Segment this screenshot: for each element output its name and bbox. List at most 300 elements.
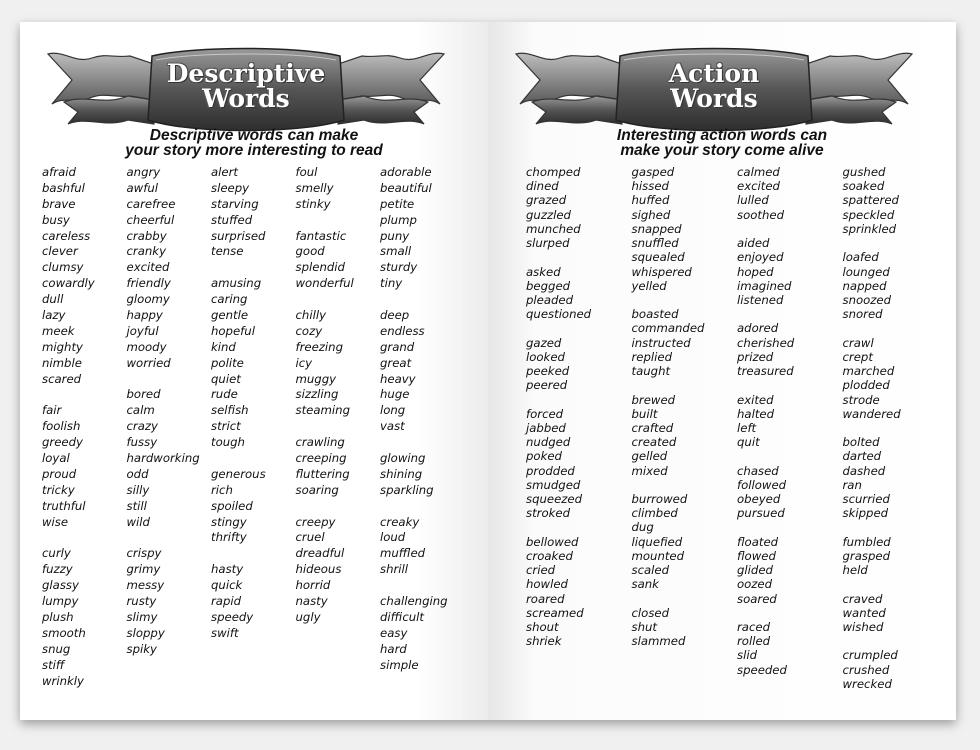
word-item: burrowed xyxy=(631,492,688,507)
word-item: speeded xyxy=(737,662,787,677)
word-item: excited xyxy=(126,260,170,275)
descriptive-column-1 xyxy=(42,165,127,689)
word-item: snoozed xyxy=(842,292,892,307)
word-item: snuffled xyxy=(631,236,679,251)
word-item: closed xyxy=(631,605,670,620)
word-item: joyful xyxy=(126,323,159,338)
word-item: simple xyxy=(380,657,419,672)
word-gap xyxy=(127,372,212,388)
word-item: halted xyxy=(737,406,775,421)
word-item: created xyxy=(631,435,677,450)
word-item: hard xyxy=(380,641,407,656)
word-item: endless xyxy=(380,323,425,338)
word-item: snug xyxy=(42,641,71,656)
descriptive-word-columns xyxy=(42,165,472,689)
word-item: looked xyxy=(526,349,565,364)
word-item: quiet xyxy=(211,371,241,386)
word-item: muggy xyxy=(295,371,337,386)
word-item: chased xyxy=(737,463,779,478)
word-item: gentle xyxy=(211,308,249,323)
word-item: chilly xyxy=(295,308,326,323)
word-item: greedy xyxy=(42,435,83,450)
action-word-columns xyxy=(526,165,956,691)
word-item: crept xyxy=(842,349,873,364)
word-gap xyxy=(211,546,296,562)
word-item: held xyxy=(842,563,868,578)
word-item: forced xyxy=(526,406,564,421)
word-item: howled xyxy=(526,577,568,592)
word-item: mounted xyxy=(631,548,685,563)
word-item: scared xyxy=(42,371,82,386)
word-gap xyxy=(526,393,632,407)
word-item: awful xyxy=(126,180,158,195)
action-subtitle-line1: Interesting action words can xyxy=(616,127,828,144)
word-item: shining xyxy=(380,466,423,481)
word-item: crazy xyxy=(126,419,158,434)
word-item: lazy xyxy=(42,308,66,323)
word-item: sparkling xyxy=(380,482,434,497)
word-item: brave xyxy=(42,196,76,211)
word-item: stiff xyxy=(42,657,65,672)
word-item: oozed xyxy=(737,577,773,592)
word-item: bolted xyxy=(842,435,880,450)
word-gap xyxy=(526,321,632,335)
word-gap xyxy=(211,451,296,467)
word-item: lumpy xyxy=(42,594,79,609)
word-gap xyxy=(211,260,296,276)
word-item: boasted xyxy=(631,307,679,322)
word-item: grasped xyxy=(842,548,891,563)
word-item: plodded xyxy=(842,378,890,393)
word-item: obeyed xyxy=(737,492,781,507)
word-item: craved xyxy=(842,591,883,606)
word-item: huffed xyxy=(631,193,670,208)
word-item: lounged xyxy=(842,264,890,279)
word-item: cozy xyxy=(295,323,323,338)
word-item: poked xyxy=(526,449,562,464)
word-item: sighed xyxy=(631,207,671,222)
word-item: gelled xyxy=(631,449,668,464)
word-item: huge xyxy=(380,387,410,402)
word-item: worried xyxy=(126,355,171,370)
word-gap xyxy=(42,530,127,546)
descriptive-title xyxy=(168,54,324,118)
word-item: petite xyxy=(380,196,415,211)
word-item: dashed xyxy=(842,463,886,478)
word-item: messy xyxy=(126,578,165,593)
word-gap xyxy=(737,449,843,463)
word-item: imagined xyxy=(737,278,792,293)
word-item: slurped xyxy=(526,236,570,251)
word-item: fluttering xyxy=(295,466,350,481)
word-item: liquefied xyxy=(631,534,683,549)
action-column-4 xyxy=(843,165,949,691)
word-item: caring xyxy=(211,292,248,307)
word-item: curly xyxy=(42,546,71,561)
word-item: quit xyxy=(737,435,760,450)
word-item: gloomy xyxy=(126,292,170,307)
word-item: spoiled xyxy=(211,498,253,513)
word-item: slammed xyxy=(631,634,686,649)
descriptive-subtitle-line2: your story more interesting to read xyxy=(125,142,383,159)
word-item: smooth xyxy=(42,625,86,640)
word-item: crushed xyxy=(842,662,890,677)
right-page-action-words xyxy=(488,22,956,720)
word-item: smelly xyxy=(295,180,334,195)
word-item: nudged xyxy=(526,435,571,450)
word-item: chomped xyxy=(526,165,581,179)
word-item: angry xyxy=(126,165,161,179)
word-item: lulled xyxy=(737,193,769,208)
word-item: exited xyxy=(737,392,774,407)
word-item: replied xyxy=(631,349,673,364)
word-item: shriek xyxy=(526,634,562,649)
word-item: grazed xyxy=(526,193,567,208)
word-item: hoped xyxy=(737,264,774,279)
word-item: ugly xyxy=(295,609,321,624)
word-gap xyxy=(296,213,381,229)
word-item: glowing xyxy=(380,451,426,466)
word-item: creaky xyxy=(380,514,420,529)
word-item: stinky xyxy=(295,196,331,211)
word-item: crafted xyxy=(631,420,674,435)
word-item: fumbled xyxy=(842,534,891,549)
word-item: rapid xyxy=(211,594,242,609)
word-item: creeping xyxy=(295,451,347,466)
word-item: darted xyxy=(842,449,882,464)
word-item: rich xyxy=(211,482,233,497)
descriptive-column-3 xyxy=(211,165,296,689)
word-item: friendly xyxy=(126,276,171,291)
word-item: truthful xyxy=(42,498,86,513)
word-gap xyxy=(843,321,949,335)
word-item: kind xyxy=(211,339,236,354)
action-banner xyxy=(512,44,916,136)
word-item: muffled xyxy=(380,546,426,561)
word-item: vast xyxy=(380,419,405,434)
word-item: cheerful xyxy=(126,212,175,227)
word-gap xyxy=(843,634,949,648)
word-item: scaled xyxy=(631,563,670,578)
word-item: sloppy xyxy=(126,625,165,640)
word-item: small xyxy=(380,244,412,259)
word-gap xyxy=(843,421,949,435)
word-item: freezing xyxy=(295,339,344,354)
action-column-3 xyxy=(737,165,843,691)
word-item: long xyxy=(380,403,406,418)
word-item: fantastic xyxy=(295,228,347,243)
word-item: dug xyxy=(631,520,654,535)
word-item: dull xyxy=(42,292,64,307)
word-item: nasty xyxy=(295,594,328,609)
word-item: puny xyxy=(380,228,410,243)
word-item: raced xyxy=(737,620,771,634)
word-item: wonderful xyxy=(295,276,354,291)
word-gap xyxy=(380,499,465,515)
word-item: wrinkly xyxy=(42,673,84,688)
word-item: stingy xyxy=(211,514,247,529)
word-item: glassy xyxy=(42,578,79,593)
word-item: marched xyxy=(842,364,895,379)
word-item: smudged xyxy=(526,477,581,492)
word-item: begged xyxy=(526,278,571,293)
word-item: calmed xyxy=(737,165,780,179)
word-item: dreadful xyxy=(295,546,345,561)
word-item: loud xyxy=(380,530,406,545)
word-gap xyxy=(296,499,381,515)
word-item: mighty xyxy=(42,339,83,354)
word-item: sank xyxy=(631,577,659,592)
word-item: stuffed xyxy=(211,212,253,227)
word-item: silly xyxy=(126,482,150,497)
word-item: foul xyxy=(295,165,318,179)
word-item: calm xyxy=(126,403,155,418)
word-item: snored xyxy=(842,307,883,322)
word-item: asked xyxy=(526,264,561,279)
word-item: rude xyxy=(211,387,238,402)
word-item: adorable xyxy=(380,165,432,179)
action-column-1 xyxy=(526,165,632,691)
word-item: sizzling xyxy=(295,387,339,402)
word-item: fuzzy xyxy=(42,562,73,577)
word-gap xyxy=(42,387,127,403)
action-column-2 xyxy=(632,165,738,691)
descriptive-banner xyxy=(44,44,448,136)
word-item: crispy xyxy=(126,546,162,561)
descriptive-column-4 xyxy=(296,165,381,689)
word-item: prized xyxy=(737,349,774,364)
word-item: strict xyxy=(211,419,241,434)
descriptive-column-2 xyxy=(127,165,212,689)
word-item: meek xyxy=(42,323,75,338)
word-item: clumsy xyxy=(42,260,84,275)
book-spread xyxy=(20,22,956,720)
word-gap xyxy=(296,292,381,308)
word-item: grimy xyxy=(126,562,161,577)
word-item: afraid xyxy=(42,165,76,179)
word-gap xyxy=(737,222,843,236)
word-item: glided xyxy=(737,563,773,578)
word-gap xyxy=(632,378,738,392)
word-item: screamed xyxy=(526,605,584,620)
word-item: pleaded xyxy=(526,292,574,307)
word-item: flowed xyxy=(737,548,776,563)
word-item: floated xyxy=(737,534,779,549)
word-gap xyxy=(127,530,212,546)
word-item: carefree xyxy=(126,196,176,211)
word-item: odd xyxy=(126,466,149,481)
word-item: aided xyxy=(737,236,770,251)
action-title xyxy=(636,54,792,118)
word-item: wanted xyxy=(842,605,886,620)
word-item: horrid xyxy=(295,578,331,593)
word-item: brewed xyxy=(631,392,676,407)
word-item: tricky xyxy=(42,482,75,497)
left-page-descriptive-words xyxy=(20,22,488,720)
word-item: deep xyxy=(380,308,410,323)
word-gap xyxy=(843,577,949,591)
word-item: cowardly xyxy=(42,276,95,291)
word-gap xyxy=(380,292,465,308)
word-item: polite xyxy=(211,355,244,370)
word-item: creepy xyxy=(295,514,336,529)
descriptive-title-line2: Words xyxy=(202,84,290,113)
word-item: spiky xyxy=(126,641,157,656)
word-gap xyxy=(843,236,949,250)
word-item: soothed xyxy=(737,207,784,222)
word-item: yelled xyxy=(631,278,667,293)
word-item: starving xyxy=(211,196,259,211)
word-item: hissed xyxy=(631,179,669,194)
word-gap xyxy=(380,435,465,451)
word-item: still xyxy=(126,498,147,513)
word-item: shut xyxy=(631,620,657,634)
word-item: instructed xyxy=(631,335,691,350)
action-subtitle xyxy=(508,128,936,158)
word-item: hardworking xyxy=(126,451,200,466)
word-item: tense xyxy=(211,244,244,259)
word-item: enjoyed xyxy=(737,250,784,265)
action-subtitle-line2: make your story come alive xyxy=(620,142,824,159)
word-item: difficult xyxy=(380,609,425,624)
word-item: wild xyxy=(126,514,150,529)
word-item: selfish xyxy=(211,403,249,418)
word-item: tough xyxy=(211,435,245,450)
word-item: crumpled xyxy=(842,648,898,663)
word-item: spattered xyxy=(842,193,899,208)
word-item: sturdy xyxy=(380,260,418,275)
word-item: thrifty xyxy=(211,530,247,545)
word-item: gazed xyxy=(526,335,562,350)
word-gap xyxy=(632,592,738,606)
word-item: swift xyxy=(211,625,239,640)
word-gap xyxy=(737,606,843,620)
word-item: built xyxy=(631,406,658,421)
word-item: wished xyxy=(842,620,884,634)
word-item: gushed xyxy=(842,165,886,179)
word-item: great xyxy=(380,355,412,370)
descriptive-title-line1: Descriptive xyxy=(166,59,326,88)
word-item: splendid xyxy=(295,260,345,275)
word-gap xyxy=(526,250,632,264)
word-item: generous xyxy=(211,466,266,481)
word-item: clever xyxy=(42,244,78,259)
word-item: grand xyxy=(380,339,415,354)
word-item: shout xyxy=(526,620,559,634)
word-item: peered xyxy=(526,378,568,393)
word-item: excited xyxy=(737,179,780,194)
word-item: squeezed xyxy=(526,492,583,507)
word-gap xyxy=(737,307,843,321)
word-item: speedy xyxy=(211,609,254,624)
word-item: slid xyxy=(737,648,758,663)
word-item: moody xyxy=(126,339,167,354)
word-item: crawling xyxy=(295,435,345,450)
word-item: soaring xyxy=(295,482,339,497)
word-gap xyxy=(737,378,843,392)
word-item: ran xyxy=(842,477,862,492)
descriptive-subtitle-line1: Descriptive words can make xyxy=(149,127,359,144)
word-gap xyxy=(380,578,465,594)
word-item: scurried xyxy=(842,492,890,507)
word-item: wrecked xyxy=(842,676,892,691)
word-item: proud xyxy=(42,466,77,481)
word-item: mixed xyxy=(631,463,668,478)
word-item: careless xyxy=(42,228,91,243)
word-item: loyal xyxy=(42,451,70,466)
word-item: cruel xyxy=(295,530,325,545)
word-item: busy xyxy=(42,212,70,227)
word-item: good xyxy=(295,244,325,259)
word-item: easy xyxy=(380,625,408,640)
word-item: rusty xyxy=(126,594,157,609)
word-item: bellowed xyxy=(526,534,579,549)
word-item: bashful xyxy=(42,180,85,195)
word-item: speckled xyxy=(842,207,895,222)
word-item: cranky xyxy=(126,244,166,259)
word-gap xyxy=(737,520,843,534)
word-item: crabby xyxy=(126,228,167,243)
action-title-line2: Words xyxy=(670,84,758,113)
word-item: tiny xyxy=(380,276,403,291)
word-item: hideous xyxy=(295,562,342,577)
word-item: roared xyxy=(526,591,565,606)
word-item: fair xyxy=(42,403,62,418)
word-item: wise xyxy=(42,514,69,529)
word-item: stroked xyxy=(526,506,571,521)
word-item: gasped xyxy=(631,165,675,179)
word-item: shrill xyxy=(380,562,409,577)
word-item: squealed xyxy=(631,250,685,265)
word-item: guzzled xyxy=(526,207,571,222)
word-item: surprised xyxy=(211,228,266,243)
word-item: taught xyxy=(631,364,671,379)
word-item: questioned xyxy=(526,307,592,322)
word-item: peeked xyxy=(526,364,570,379)
word-item: rolled xyxy=(737,634,771,649)
word-item: cherished xyxy=(737,335,795,350)
action-title-line1: Action xyxy=(668,59,760,88)
word-item: amusing xyxy=(211,276,262,291)
word-item: skipped xyxy=(842,506,889,521)
word-gap xyxy=(526,520,632,534)
descriptive-column-5 xyxy=(380,165,465,689)
word-item: plush xyxy=(42,609,74,624)
word-item: adored xyxy=(737,321,779,336)
word-item: icy xyxy=(295,355,313,370)
descriptive-subtitle xyxy=(40,128,468,158)
word-item: dined xyxy=(526,179,559,194)
word-item: soaked xyxy=(842,179,885,194)
word-item: crawl xyxy=(842,335,874,350)
word-item: bored xyxy=(126,387,161,402)
word-item: prodded xyxy=(526,463,575,478)
word-item: listened xyxy=(737,292,784,307)
word-item: steaming xyxy=(295,403,350,418)
word-item: treasured xyxy=(737,364,794,379)
word-item: challenging xyxy=(380,594,448,609)
word-item: climbed xyxy=(631,506,678,521)
word-item: whispered xyxy=(631,264,692,279)
word-item: slimy xyxy=(126,609,158,624)
word-item: alert xyxy=(211,165,238,179)
word-item: nimble xyxy=(42,355,82,370)
word-item: quick xyxy=(211,578,243,593)
word-item: cried xyxy=(526,563,556,578)
word-item: happy xyxy=(126,308,163,323)
word-item: followed xyxy=(737,477,787,492)
word-gap xyxy=(296,419,381,435)
